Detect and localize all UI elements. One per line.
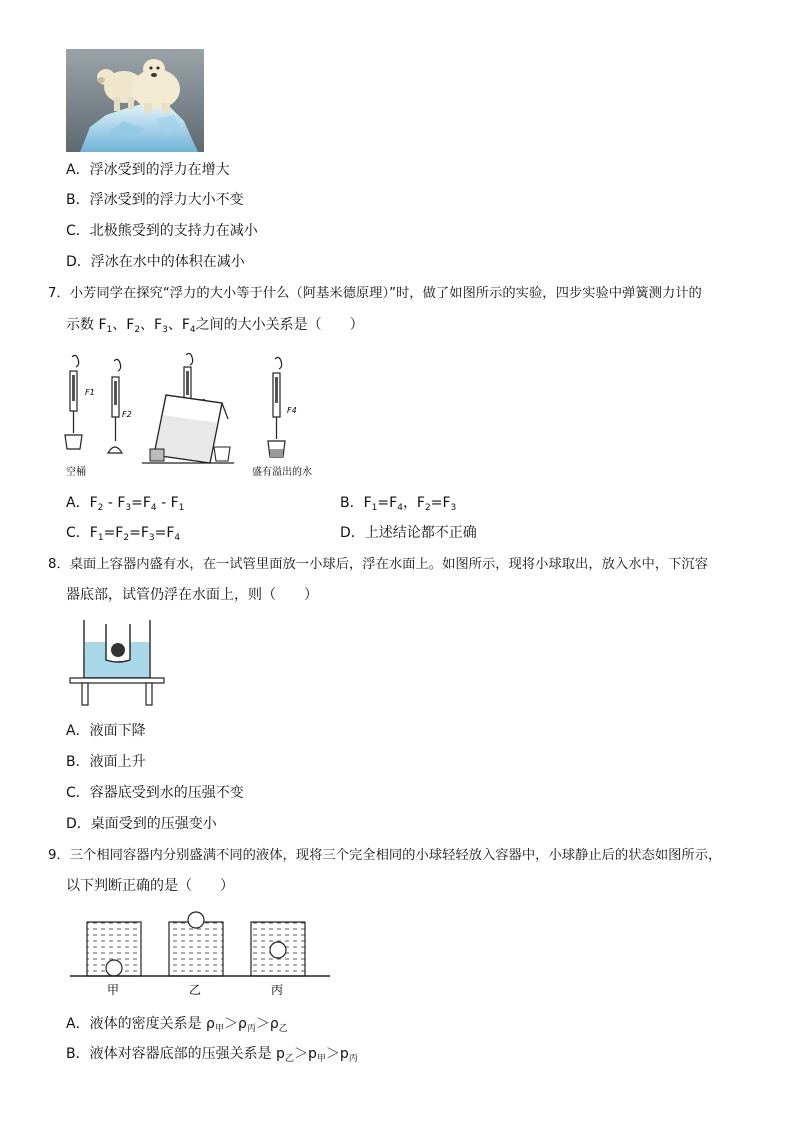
table-top xyxy=(70,678,164,683)
q8-stem-line2: 器底部，试管仍浮在水面上，则（ ） xyxy=(66,587,318,603)
container-yi xyxy=(169,912,223,976)
label-f4: F4 xyxy=(287,406,297,415)
gt: ＞ xyxy=(223,1016,238,1032)
q6-option-a: A．浮冰受到的浮力在增大 xyxy=(66,162,230,178)
q7-stem-suffix: 之间的大小关系是（ ） xyxy=(195,317,364,333)
wood-block xyxy=(150,449,164,461)
q8-option-b: B．液面上升 xyxy=(66,754,146,770)
q6-option-c: C．北极熊受到的支持力在减小 xyxy=(66,223,258,239)
q8-option-c: C．容器底受到水的压强不变 xyxy=(66,785,244,801)
q7-option-c: C．$F_1=F_2=F_3=F_4$ xyxy=(66,525,181,543)
q9-option-a-prefix: A．液体的密度关系是 ρ xyxy=(66,1016,215,1032)
q7-option-a: A．$F_2 - F_3=F_4 - F_1$ xyxy=(66,495,185,513)
q7-stem-line2: 示数 $F_1$、$F_2$、$F_3$、$F_4$之间的大小关系是（ ） xyxy=(66,317,364,335)
label-f1: F1 xyxy=(85,388,95,397)
q8-option-d: D．桌面受到的压强变小 xyxy=(66,816,217,832)
gt: ＞ xyxy=(325,1046,340,1062)
container-bing xyxy=(251,922,305,976)
label-overflow-water: 盛有溢出的水 xyxy=(252,467,312,478)
spring-scale-1 xyxy=(65,355,82,449)
sub-bing: 丙 xyxy=(348,1054,358,1064)
sub-jia: 甲 xyxy=(214,1024,224,1034)
spring-scale-2 xyxy=(108,359,122,453)
label-jia: 甲 xyxy=(107,983,120,997)
table-leg-right xyxy=(146,683,152,705)
polar-bear-ice-photo xyxy=(66,49,204,152)
q7-stem-line1: 7．小芳同学在探究“浮力的大小等于什么（阿基米德原理）”时，做了如图所示的实验，四步实验中弹簧测力计的 xyxy=(48,286,702,301)
q9-containers-figure xyxy=(68,908,332,1000)
q7-option-d: D．上述结论都不正确 xyxy=(340,525,477,541)
label-empty-bucket: 空桶 xyxy=(66,467,86,478)
sub-bing: 丙 xyxy=(246,1024,256,1034)
q6-option-d: D．浮冰在水中的体积在减小 xyxy=(66,254,245,270)
q7-experiment-figure xyxy=(62,353,332,483)
small-bucket xyxy=(214,447,230,461)
q8-container-figure xyxy=(68,618,168,708)
sub-jia: 甲 xyxy=(316,1054,326,1064)
table-leg-left xyxy=(82,683,88,705)
q6-option-b: B．浮冰受到的浮力大小不变 xyxy=(66,192,244,208)
q7-option-b: B．$F_1=F_4$，$F_2=F_3$ xyxy=(340,495,457,513)
container-jia xyxy=(87,922,141,976)
q7-stem-prefix: 示数 F xyxy=(66,317,107,333)
q9-option-a: A．液体的密度关系是 $\rho_甲>\rho_丙>\rho_乙$ xyxy=(66,1016,288,1034)
gt: ＞ xyxy=(255,1016,270,1032)
sub-yi: 乙 xyxy=(278,1024,288,1034)
label-bing: 丙 xyxy=(271,983,284,997)
q9-option-b-prefix: B．液体对容器底部的压强关系是 p xyxy=(66,1046,285,1062)
q9-stem-line1: 9．三个相同容器内分别盛满不同的液体，现将三个完全相同的小球轻轻放入容器中，小球静止后的状态如图所示， xyxy=(48,848,722,863)
small-ball xyxy=(111,643,125,657)
gt: ＞ xyxy=(293,1046,308,1062)
sub-yi: 乙 xyxy=(284,1054,294,1064)
q9-option-b: B．液体对容器底部的压强关系是 $p_乙>p_甲>p_丙$ xyxy=(66,1046,358,1064)
label-yi: 乙 xyxy=(189,983,202,997)
spring-scale-4 xyxy=(268,357,285,457)
label-f2: F2 xyxy=(122,410,132,419)
q9-stem-line2: 以下判断正确的是（ ） xyxy=(66,878,234,894)
q8-stem-line1: 8．桌面上容器内盛有水，在一试管里面放一小球后，浮在水面上。如图所示，现将小球取出，放入水中，下沉容 xyxy=(48,557,709,572)
q8-option-a: A．液面下降 xyxy=(66,723,146,739)
